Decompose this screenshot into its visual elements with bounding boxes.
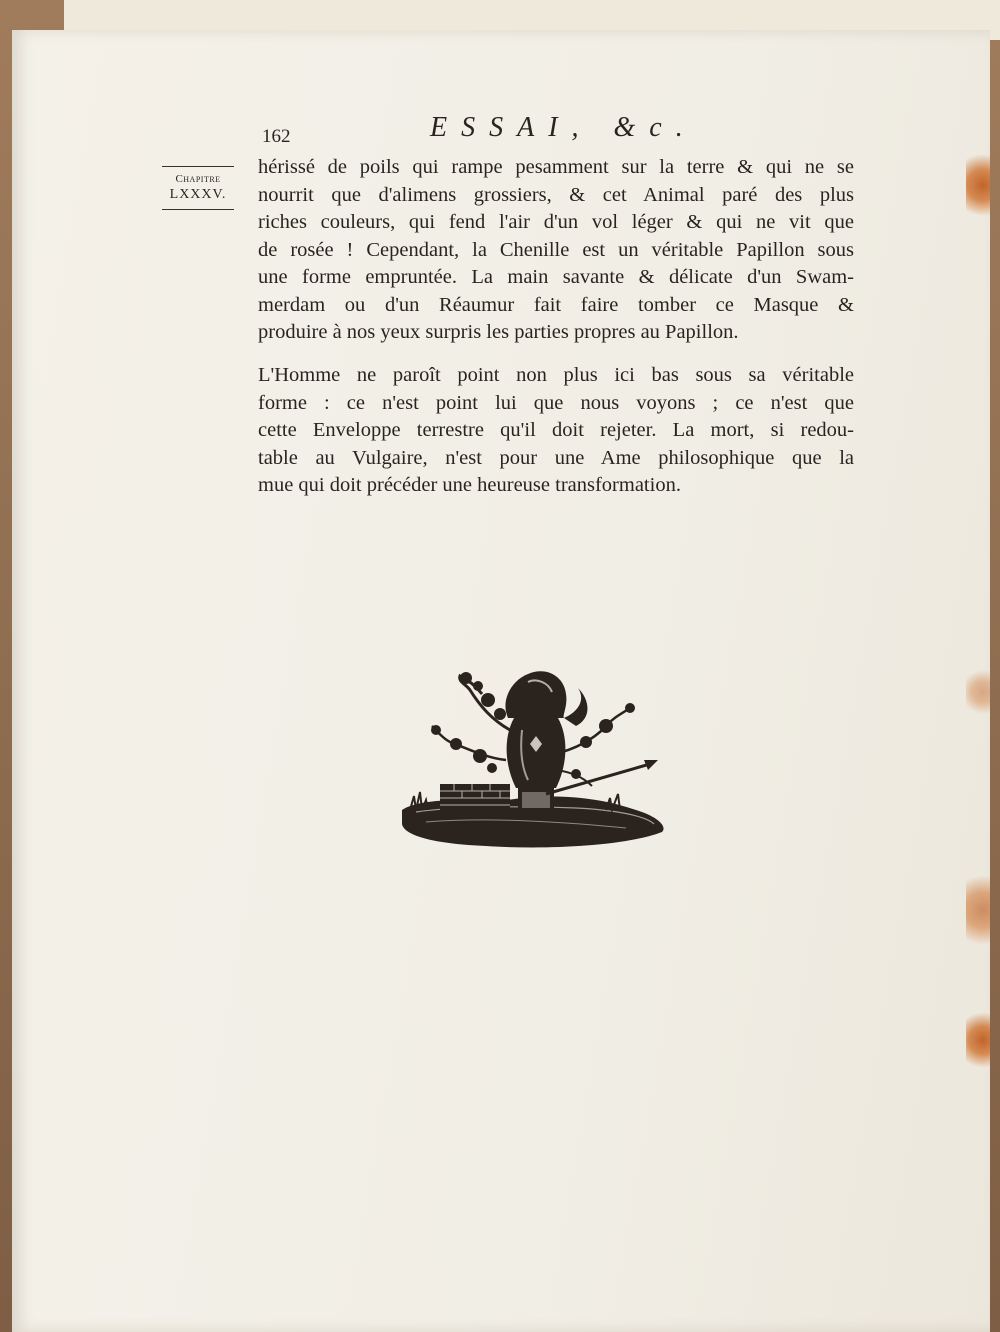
margin-rule-bottom <box>162 209 234 210</box>
text-line: merdam ou d'un Réaumur fait faire tomber ce Masque & <box>258 293 854 316</box>
margin-rule-top <box>162 166 234 167</box>
chapter-label: Chapitre <box>175 173 221 185</box>
paragraph-2 <box>258 362 854 500</box>
edge-stain <box>966 1010 990 1070</box>
text-line: nourrit que d'alimens grossiers, & cet Animal paré des plus <box>258 183 854 206</box>
text-line: forme : ce n'est point lui que nous voyons ; ce n'est que <box>258 391 854 414</box>
text-line: de rosée ! Cependant, la Chenille est un véritable Papillon sous <box>258 238 854 261</box>
text-line: mue qui doit précéder une heureuse transformation. <box>258 474 681 496</box>
paragraph-1 <box>258 154 854 347</box>
text-line: une forme empruntée. La main savante & délicate d'un Swam- <box>258 266 854 288</box>
urn-garden-vignette-icon <box>396 660 670 860</box>
text-line: hérissé de poils qui rampe pesamment sur la terre & qui ne se <box>258 156 854 178</box>
edge-stain <box>966 670 990 714</box>
page-header <box>262 112 862 148</box>
text-line: L'Homme ne paroît point non plus ici bas sous sa véritable <box>258 364 854 386</box>
running-head: ESSAI, &c. <box>430 112 697 143</box>
chapter-numeral: LXXXV. <box>169 187 227 202</box>
text-line: table au Vulgaire, n'est pour une Ame philosophique que la <box>258 446 854 469</box>
chapter-margin-note <box>160 166 236 210</box>
text-line: produire à nos yeux surpris les parties propres au Papillon. <box>258 321 739 343</box>
text-line: riches couleurs, qui fend l'air d'un vol léger & qui ne vit que <box>258 211 854 233</box>
edge-stain <box>966 870 990 950</box>
page-number: 162 <box>262 126 291 147</box>
edge-stain <box>966 150 990 220</box>
text-line: cette Enveloppe terrestre qu'il doit rejeter. La mort, si redou- <box>258 419 854 441</box>
